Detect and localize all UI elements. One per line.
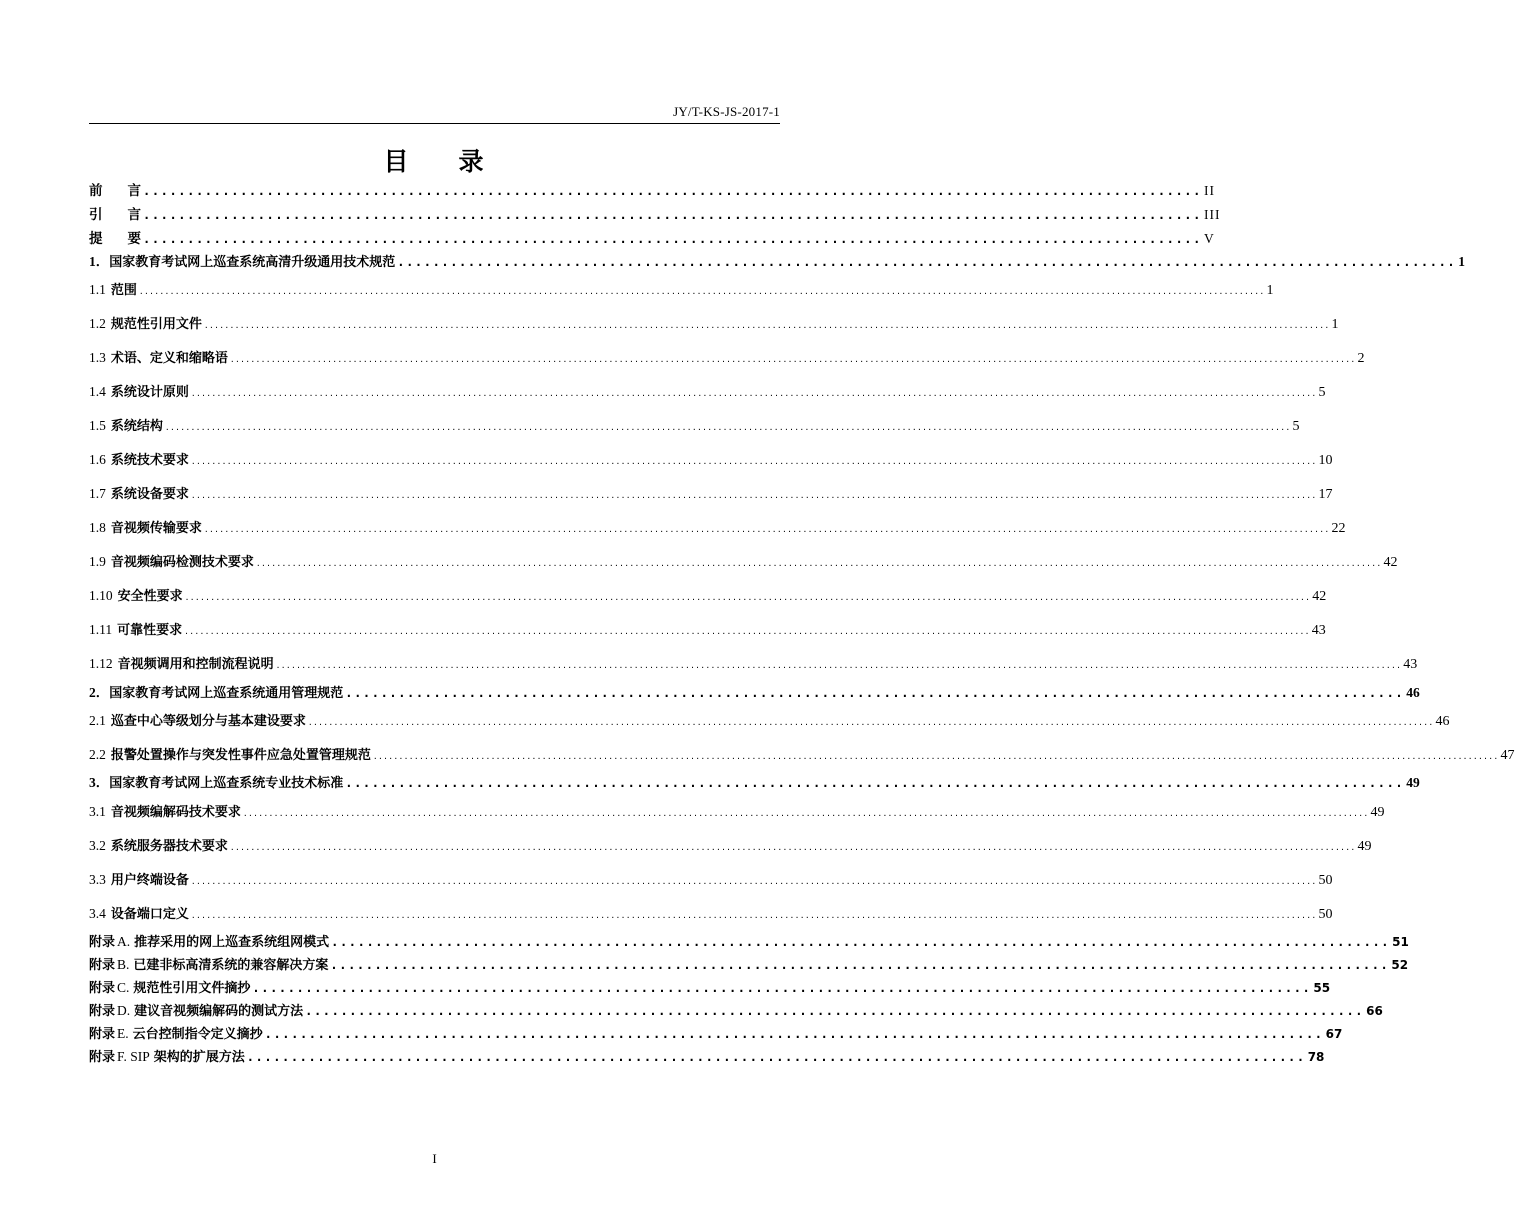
dot-leader: ............................................................................................................................................................................................................................ <box>190 457 1317 466</box>
dot-leader: ............................................................................................................................................................................................................................ <box>190 877 1317 886</box>
toc-entry-appendix-a[interactable] <box>89 933 1409 952</box>
appendix-letter: B. <box>117 957 130 972</box>
toc-entry-page: 67 <box>1325 1027 1343 1041</box>
toc-entry-2-2[interactable] <box>89 746 1515 766</box>
toc-entry-page: 1 <box>1266 283 1274 298</box>
toc-entry-number: 1． <box>89 254 110 269</box>
toc-entry-page: 5 <box>1318 385 1326 400</box>
toc-entry-page: III <box>1203 207 1221 222</box>
dot-leader: ............................................................................................................................................................................................................................ <box>184 593 1311 602</box>
toc-entry-label: 音视频调用和控制流程说明 <box>117 657 274 672</box>
toc-entry-page: 43 <box>1403 657 1418 672</box>
toc-entry-label: 规范性引用文件 <box>110 317 202 332</box>
toc-entry-appendix-f[interactable] <box>89 1048 1325 1067</box>
dot-leader: ............................................................................................................................................................................................................................ <box>229 355 1356 364</box>
toc-entry-number: 3.2 <box>89 838 106 853</box>
dot-leader: ............................................................................................................................................................................................................................ <box>203 525 1330 534</box>
toc-entry-number: 3.3 <box>89 872 106 887</box>
dot-leader: ........................................................................................................................ <box>345 686 1405 700</box>
toc-entry-page: 42 <box>1312 589 1327 604</box>
toc-entry-page: 43 <box>1311 623 1326 638</box>
toc-entry-page: 49 <box>1406 775 1420 790</box>
toc-entry-label: 架构的扩展方法 <box>153 1050 245 1065</box>
toc-entry-label: 提要 <box>89 231 141 247</box>
toc-entry-number: 1.4 <box>89 384 106 399</box>
toc-entry-page: 22 <box>1331 521 1346 536</box>
toc-entry-label: 术语、定义和缩略语 <box>110 351 228 366</box>
appendix-letter: D. <box>117 1003 131 1018</box>
toc-entry-appendix-e[interactable] <box>89 1025 1343 1044</box>
toc-entry-label: 前言 <box>89 183 141 199</box>
toc-entry-appendix-d[interactable] <box>89 1002 1383 1021</box>
toc-entry-3-2[interactable] <box>89 837 1372 857</box>
toc-entry-label: 系统设计原则 <box>110 385 189 400</box>
toc-entry-label: 设备端口定义 <box>110 907 189 922</box>
toc-entry-1-4[interactable] <box>89 383 1326 403</box>
toc-entry-label: 音视频编解码技术要求 <box>110 805 241 820</box>
toc-entry-page: 50 <box>1318 873 1333 888</box>
toc-entry-3-1[interactable] <box>89 803 1385 823</box>
dot-leader: ............................................................................................................................................................................................................................ <box>255 559 1382 568</box>
appendix-letter: A. <box>117 934 131 949</box>
appendix-prefix: 附录 <box>89 1050 116 1065</box>
appendix-letter: F. SIP <box>117 1049 150 1064</box>
appendix-prefix: 附录 <box>89 935 116 950</box>
toc-entry-introduction[interactable] <box>89 206 1221 224</box>
toc-entry-1-7[interactable] <box>89 485 1333 505</box>
toc-entry-number: 1.1 <box>89 282 106 297</box>
toc-entry-label: 用户终端设备 <box>110 873 189 888</box>
toc-entry-page: 46 <box>1406 685 1420 700</box>
toc-entry-number: 3.1 <box>89 804 106 819</box>
toc-entry-label: 范围 <box>110 283 137 298</box>
toc-entry-number: 1.2 <box>89 316 106 331</box>
dot-leader: ............................................................................................................................................................................................................................ <box>229 843 1356 852</box>
toc-entry-page: 52 <box>1391 958 1409 972</box>
toc-entry-number: 1.5 <box>89 418 106 433</box>
dot-leader: ........................................................................................................................ <box>143 184 1202 198</box>
toc-entry-3-3[interactable] <box>89 871 1333 891</box>
dot-leader: ........................................................................................................................ <box>305 1004 1365 1018</box>
toc-entry-page: V <box>1203 231 1215 246</box>
dot-leader: ........................................................................................................................ <box>331 935 1391 949</box>
toc-entry-label: 系统结构 <box>110 419 163 434</box>
dot-leader: ............................................................................................................................................................................................................................ <box>242 809 1369 818</box>
toc-entry-label: 云台控制指令定义摘抄 <box>132 1027 263 1042</box>
toc-entry-number: 2． <box>89 685 110 700</box>
toc-entry-1-9[interactable] <box>89 553 1398 573</box>
dot-leader: ............................................................................................................................................................................................................................ <box>275 661 1402 670</box>
toc-entry-number: 1.11 <box>89 622 113 637</box>
toc-entry-label: 引言 <box>89 207 141 223</box>
toc-entry-page: 5 <box>1292 419 1300 434</box>
dot-leader: ............................................................................................................................................................................................................................ <box>138 287 1265 296</box>
toc-entry-label: 系统设备要求 <box>110 487 189 502</box>
toc-entry-part-2[interactable] <box>89 684 1420 703</box>
toc-entry-label: 音视频编码检测技术要求 <box>110 555 254 570</box>
dot-leader: ............................................................................................................................................................................................................................ <box>372 752 1499 761</box>
toc-entry-number: 1.8 <box>89 520 106 535</box>
toc-entry-number: 2.1 <box>89 713 106 728</box>
toc-entry-label: 音视频传输要求 <box>110 521 202 536</box>
toc-entry-page: 46 <box>1435 714 1450 729</box>
toc-entry-1-1[interactable] <box>89 281 1274 301</box>
toc-entry-label: 系统服务器技术要求 <box>110 839 228 854</box>
toc-entry-number: 1.6 <box>89 452 106 467</box>
dot-leader: ............................................................................................................................................................................................................................ <box>164 423 1291 432</box>
toc-entry-page: 10 <box>1318 453 1333 468</box>
toc-entry-label: 国家教育考试网上巡查系统高清升级通用技术规范 <box>109 255 396 270</box>
toc-entry-page: 47 <box>1500 748 1515 763</box>
dot-leader: ............................................................................................................................................................................................................................ <box>184 627 1310 636</box>
appendix-prefix: 附录 <box>89 1027 116 1042</box>
toc-entry-1-2[interactable] <box>89 315 1339 335</box>
dot-leader: ............................................................................................................................................................................................................................ <box>190 491 1317 500</box>
toc-entry-appendix-b[interactable] <box>89 956 1409 975</box>
toc-entry-label: 巡查中心等级划分与基本建设要求 <box>110 714 306 729</box>
dot-leader: ........................................................................................................................ <box>397 255 1457 269</box>
toc-entry-summary[interactable] <box>89 230 1215 248</box>
toc-entry-page: 49 <box>1357 839 1372 854</box>
toc-entry-number: 1.10 <box>89 588 113 603</box>
document-code: JY/T-KS-JS-2017-1 <box>673 104 780 119</box>
appendix-prefix: 附录 <box>89 981 116 996</box>
toc-entry-page: 1 <box>1331 317 1339 332</box>
toc-entry-label: 推荐采用的网上巡查系统组网模式 <box>134 935 330 950</box>
toc-entry-page: 2 <box>1357 351 1365 366</box>
dot-leader: ........................................................................................................................ <box>143 208 1202 222</box>
toc-entry-1-10[interactable] <box>89 587 1327 607</box>
toc-entry-preface[interactable] <box>89 182 1215 200</box>
toc-entry-1-12[interactable] <box>89 655 1418 675</box>
toc-entry-label: 国家教育考试网上巡查系统通用管理规范 <box>109 686 344 701</box>
toc-entry-number: 3.4 <box>89 906 106 921</box>
toc-entry-label: 报警处置操作与突发性事件应急处置管理规范 <box>110 748 371 763</box>
toc-entry-page: 51 <box>1392 935 1409 949</box>
toc-entry-page: 42 <box>1383 555 1398 570</box>
toc-entry-page: 1 <box>1458 254 1465 269</box>
toc-entry-number: 1.3 <box>89 350 106 365</box>
dot-leader: ........................................................................................................................ <box>345 776 1405 790</box>
toc-entry-page: 50 <box>1318 907 1333 922</box>
toc-entry-label: 系统技术要求 <box>110 453 189 468</box>
dot-leader: ............................................................................................................................................................................................................................ <box>307 718 1434 727</box>
dot-leader: ........................................................................................................................ <box>246 1050 1306 1064</box>
dot-leader: ........................................................................................................................ <box>330 958 1390 972</box>
toc-entry-2-1[interactable] <box>89 712 1450 732</box>
toc-entry-label: 已建非标高清系统的兼容解决方案 <box>133 958 329 973</box>
appendix-letter: C. <box>117 980 130 995</box>
toc-entry-1-8[interactable] <box>89 519 1346 539</box>
toc-entry-number: 3． <box>89 775 110 790</box>
page-number: I <box>432 1151 437 1166</box>
toc-entry-label: 国家教育考试网上巡查系统专业技术标准 <box>109 776 344 791</box>
toc-entry-page: 55 <box>1313 981 1331 995</box>
toc-entry-1-11[interactable] <box>89 621 1326 641</box>
toc-entry-label: 安全性要求 <box>117 589 183 604</box>
dot-leader: ........................................................................................................................ <box>264 1027 1324 1041</box>
appendix-prefix: 附录 <box>89 958 116 973</box>
toc-entry-number: 1.12 <box>89 656 113 671</box>
toc-entry-page: 78 <box>1307 1050 1325 1064</box>
toc-entry-page: 66 <box>1366 1004 1383 1018</box>
toc-entry-number: 2.2 <box>89 747 106 762</box>
toc-entry-appendix-c[interactable] <box>89 979 1331 998</box>
toc-entry-number: 1.9 <box>89 554 106 569</box>
toc-entry-part-3[interactable] <box>89 774 1420 793</box>
appendix-letter: E. <box>117 1026 129 1041</box>
dot-leader: ............................................................................................................................................................................................................................ <box>190 911 1317 920</box>
table-of-contents <box>89 0 1515 1228</box>
toc-entry-page: II <box>1203 183 1215 198</box>
toc-entry-1-5[interactable] <box>89 417 1300 437</box>
toc-entry-number: 1.7 <box>89 486 106 501</box>
toc-entry-3-4[interactable] <box>89 905 1333 925</box>
toc-title: 目 录 <box>383 147 486 176</box>
toc-entry-label: 可靠性要求 <box>117 623 183 638</box>
dot-leader: ........................................................................................................................ <box>252 981 1312 995</box>
toc-entry-part-1[interactable] <box>89 253 1465 272</box>
toc-entry-1-6[interactable] <box>89 451 1333 471</box>
dot-leader: ............................................................................................................................................................................................................................ <box>190 389 1317 398</box>
appendix-prefix: 附录 <box>89 1004 116 1019</box>
toc-entry-label: 规范性引用文件摘抄 <box>133 981 251 996</box>
toc-entry-page: 49 <box>1370 805 1385 820</box>
toc-entry-page: 17 <box>1318 487 1333 502</box>
toc-entry-1-3[interactable] <box>89 349 1365 369</box>
dot-leader: ........................................................................................................................ <box>143 232 1202 246</box>
dot-leader: ............................................................................................................................................................................................................................ <box>203 321 1330 330</box>
toc-entry-label: 建议音视频编解码的测试方法 <box>134 1004 304 1019</box>
